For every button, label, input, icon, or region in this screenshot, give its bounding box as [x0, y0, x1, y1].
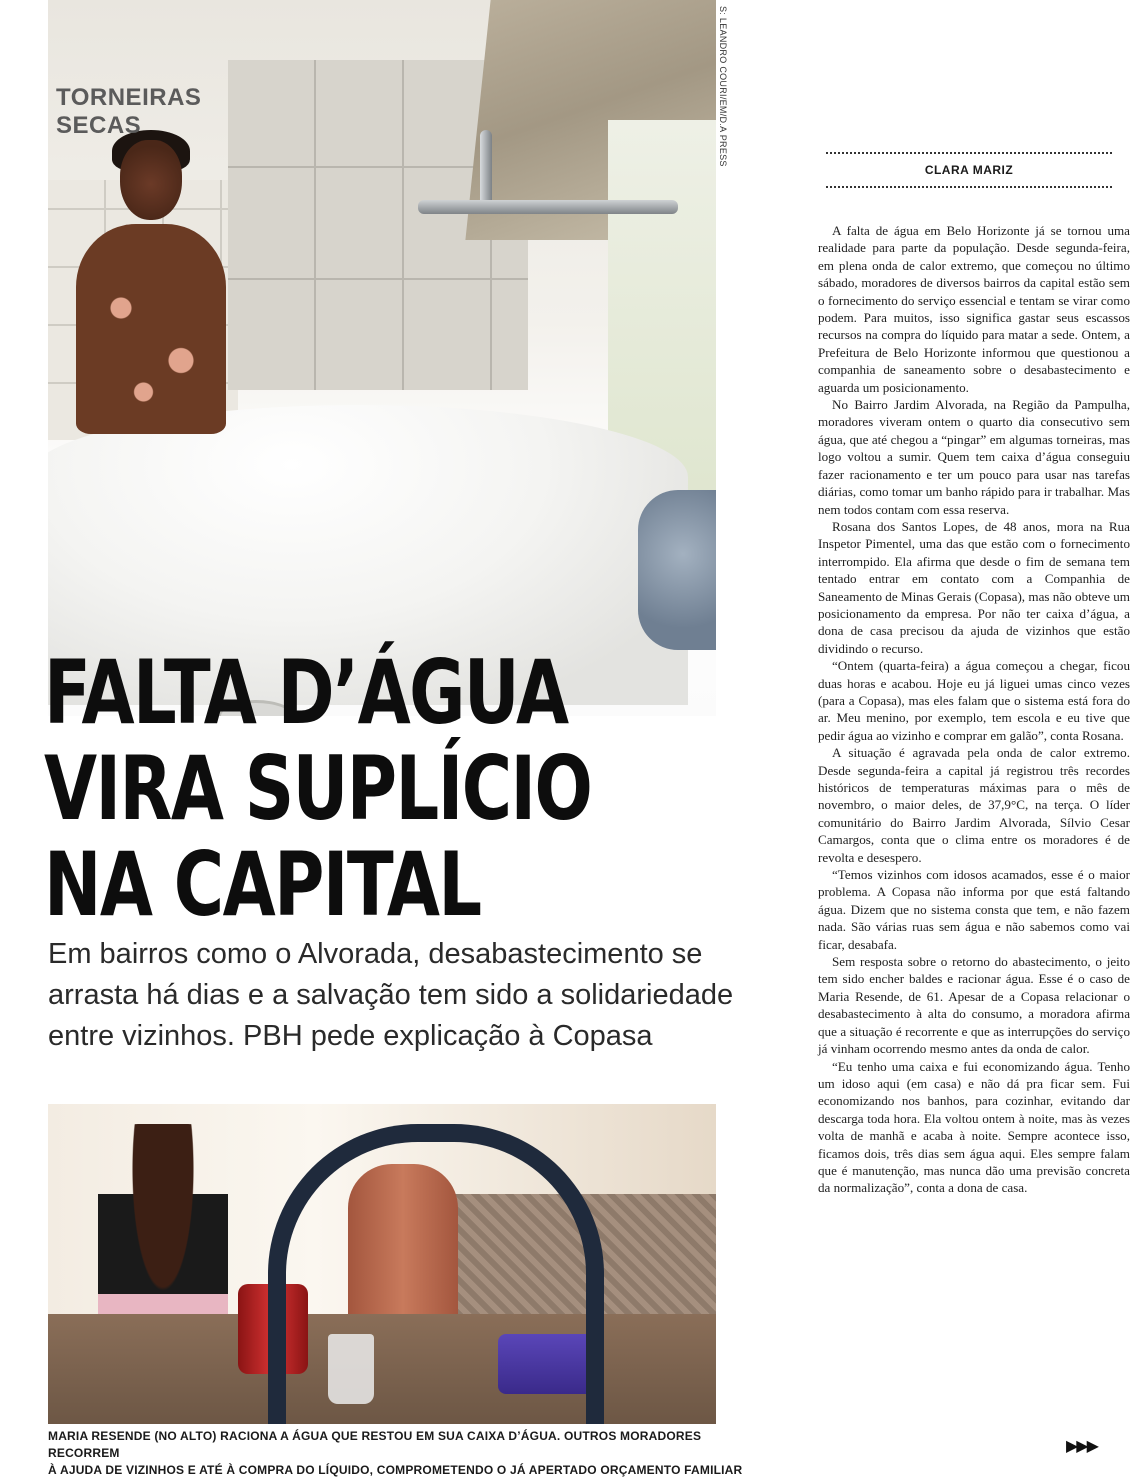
- byline-rule-bottom: [826, 186, 1112, 188]
- faucet-hose: [268, 1124, 604, 1424]
- headline-line-3: NA CAPITAL: [44, 833, 481, 936]
- byline: CLARA MARIZ: [924, 163, 1014, 177]
- deck-subheadline: Em bairros como o Alvorada, desabastecimento se arrasta há dias e a salvação tem sido a solidariedade entre vizinhos. PBH pede explicação à Copasa: [48, 938, 734, 1052]
- caption-line-2: À AJUDA DE VIZINHOS E ATÉ À COMPRA DO LÍQUIDO, COMPROMETENDO O JÁ APERTADO ORÇAMENTO FAMILIAR: [48, 1463, 743, 1477]
- article-paragraph: Rosana dos Santos Lopes, de 48 anos, mora na Rua Inspetor Pimentel, uma das que estão com o fornecimento interrompido. Ela afirma que desde o fim de semana tem tentado entrar em contato com a Companhia de Saneamento de Minas Gerais (Copasa), mas não obteve um posicionamento da empresa. Por não ter caixa d’água, a dona de casa precisou da ajuda de vizinhos que estão dividindo o recurso.: [818, 518, 1130, 656]
- continue-arrows-icon: ▶▶▶: [1066, 1436, 1097, 1455]
- article-paragraph: Sem resposta sobre o retorno do abastecimento, o jeito tem sido encher baldes e racionar água. Esse é o caso de Maria Resende, de 61. Apesar de a Copasa relacionar o desabastecimento à alta do consumo, a moradora afirma que a situação é recorrente e que as interrupções do serviço já vinham ocorrendo mesmo antes da onda de calor.: [818, 954, 1130, 1057]
- article-paragraph: A situação é agravada pela onda de calor extremo. Desde segunda-feira a capital já registrou três recordes históricos de temperaturas máximas para o mês de novembro, o maior deles, de 37,9°C, na terça. O líder comunitário do Bairro Jardim Alvorada, Sílvio Cesar Camargos, conta que o clima entre os moradores é de revolta e desespero.: [818, 745, 1130, 865]
- section-kicker: [56, 84, 256, 140]
- article-paragraph: “Eu tenho uma caixa e fui economizando água. Tenho um idoso aqui (em casa) e não dá pra ficar sem. Fui economizando nos banhos, para cozinhar, evitando dar descarga toda hora. Ela voltou ontem à noite, mas às vezes volta de manhã e acaba à noite. Sempre acontece isso, ficamos dois, três dias sem água aqui. Eles sempre falam que é manutenção, mas nunca dão uma previsão concreta da normalização”, conta a dona de casa.: [818, 1058, 1130, 1196]
- kicker-line-2: SECAS: [56, 112, 142, 139]
- article-paragraph: A falta de água em Belo Horizonte já se tornou uma realidade para parte da população. Desde segunda-feira, em plena onda de calor extremo, que começou no último sábado, moradores de diversos bairros da capital estão sem o fornecimento do serviço essencial e tentam se virar como podem. Para muitos, isso significa gastar seus escassos recursos na compra do líquido para matar a sede. Ontem, a Prefeitura de Belo Horizonte informou que questionou a companhia de saneamento sobre o desabastecimento e aguarda um posicionamento.: [818, 223, 1130, 395]
- article-paragraph: “Ontem (quarta-feira) a água começou a chegar, ficou duas horas e acabou. Hoje eu já liguei umas cinco vezes (para a Copasa), mas eles falam que o sistema está fora do ar. Meu menino, por exemplo, tem escola e eu tive que pedir água ao vizinho e comprar em galão”, conta Rosana.: [818, 658, 1130, 743]
- byline-rule-top: [826, 152, 1112, 154]
- cloth: [638, 490, 716, 650]
- woman-portrait: [76, 140, 226, 430]
- article-paragraph: No Bairro Jardim Alvorada, na Região da Pampulha, moradores viveram ontem o quarto dia consecutivo sem água, que até chegou a “pingar” em algumas torneiras, mas logo voltou a sumir. Quem tem caixa d’água conseguiu fazer racionamento e ter um pouco para usar nas tarefas diárias, como tomar um banho rápido para ir trabalhar. Mas nem todos contam com essa reserva.: [818, 397, 1130, 517]
- dry-faucet: [418, 200, 678, 214]
- bottom-photo: [48, 1104, 716, 1424]
- kicker-line-1: TORNEIRAS: [56, 84, 202, 111]
- headline: [44, 641, 606, 936]
- photo-caption: [48, 1428, 748, 1479]
- photo-credit: S: LEANDRO COURI/EM/D.A PRESS: [718, 6, 728, 167]
- headline-line-2: VIRA SUPLÍCIO: [44, 737, 592, 840]
- headline-line-1: FALTA D’ÁGUA: [44, 641, 568, 744]
- caption-line-1: MARIA RESENDE (NO ALTO) RACIONA A ÁGUA QUE RESTOU EM SUA CAIXA D’ÁGUA. OUTROS MORADORES RECORREM: [48, 1429, 702, 1460]
- faucet-stem: [480, 130, 492, 210]
- article-paragraph: “Temos vizinhos com idosos acamados, esse é o maior problema. A Copasa não informa por que está faltando água. Dizem que no sistema consta que tem, e não fazem nada. São várias ruas sem água e não sabemos como vai ficar, desabafa.: [818, 867, 1130, 952]
- article-body: [818, 222, 1130, 1197]
